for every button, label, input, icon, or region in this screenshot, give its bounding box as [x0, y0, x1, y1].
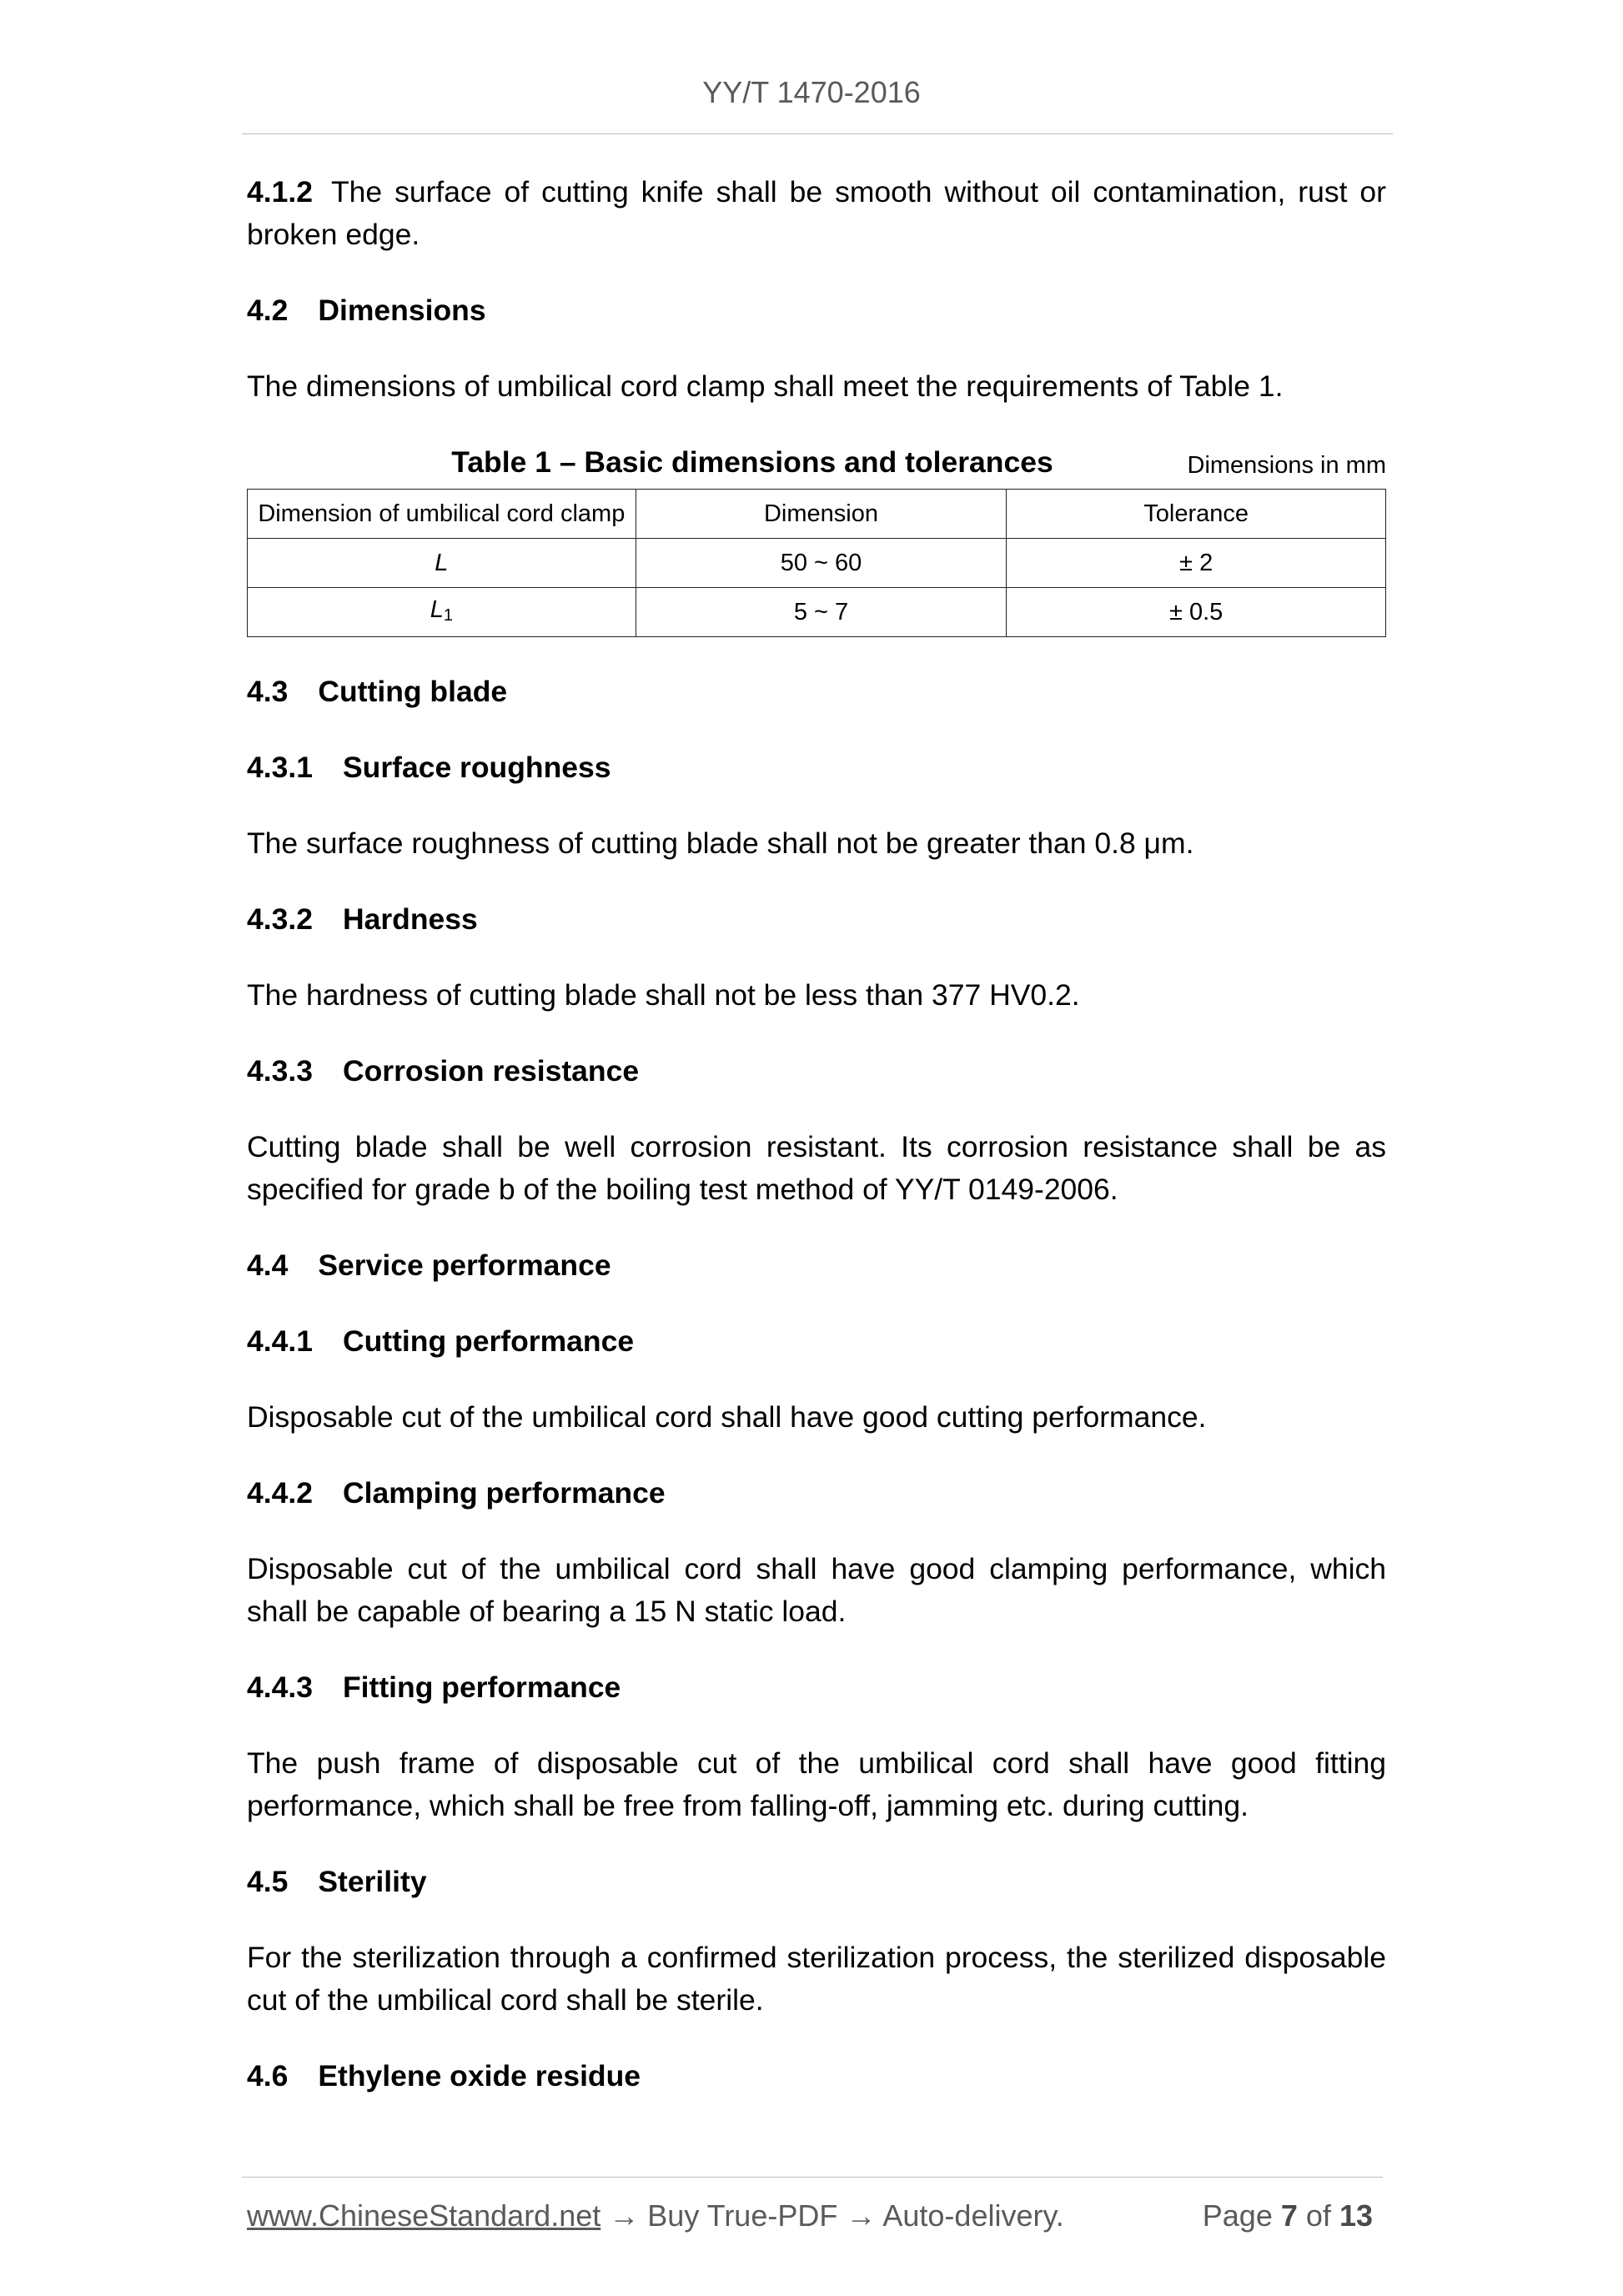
- section-number: 4.3: [247, 675, 289, 708]
- section-title: Ethylene oxide residue: [318, 2059, 641, 2093]
- table-cell-tolerance: ± 0.5: [1007, 588, 1386, 637]
- section-number: 4.3.2: [247, 902, 313, 936]
- section-4-6-heading: [247, 2055, 1386, 2098]
- section-title: Corrosion resistance: [342, 1054, 640, 1088]
- page-number: Page 7 of 13: [1202, 2198, 1373, 2233]
- table-header-row: [248, 490, 1386, 539]
- section-title: Dimensions: [318, 294, 486, 327]
- table-cell-symbol: $L_1$: [248, 588, 636, 637]
- section-4-2-heading: [247, 289, 1386, 332]
- section-number: 4.4: [247, 1248, 289, 1282]
- section-4-3-3-heading: [247, 1050, 1386, 1093]
- section-4-3-2-text: The hardness of cutting blade shall not be less than 377 HV0.2.: [247, 978, 1080, 1012]
- section-4-2-text: The dimensions of umbilical cord clamp shall meet the requirements of Table 1.: [247, 369, 1284, 403]
- section-4-4-3-heading: [247, 1666, 1386, 1709]
- section-title: Hardness: [342, 902, 478, 936]
- section-4-4-3-text: The push frame of disposable cut of the umbilical cord shall have good fitting performance, which shall be free from falling-off, jamming etc. during cutting.: [247, 1746, 1386, 1822]
- page-header: YY/T 1470-2016: [702, 75, 921, 109]
- arrow-icon: →: [846, 2198, 877, 2233]
- section-title: Service performance: [318, 1248, 611, 1282]
- section-4-4-2-text: Disposable cut of the umbilical cord shall have good clamping performance, which shall be capable of bearing a 15 N static load.: [247, 1552, 1386, 1628]
- site-link[interactable]: www.ChineseStandard.net: [247, 2198, 601, 2233]
- footer-divider: [242, 2177, 1383, 2178]
- buy-text: Buy True-PDF: [647, 2198, 838, 2233]
- table-cell-tolerance: ± 2: [1007, 539, 1386, 588]
- section-number: 4.4.2: [247, 1476, 313, 1510]
- section-4-5-heading: [247, 1861, 1386, 1903]
- section-title: Cutting performance: [342, 1324, 635, 1358]
- table-header-cell: Tolerance: [1007, 490, 1386, 539]
- section-title: Sterility: [318, 1865, 427, 1898]
- dimensions-table: [247, 489, 1386, 637]
- section-4-3-1-heading: [247, 746, 1386, 789]
- section-number: 4.6: [247, 2059, 289, 2093]
- section-number: 4.5: [247, 1865, 289, 1898]
- document-body: [247, 171, 1386, 2131]
- section-4-4-heading: [247, 1244, 1386, 1287]
- section-4-3-heading: [247, 671, 1386, 713]
- section-number: 4.4.3: [247, 1671, 313, 1704]
- section-4-3-2-heading: [247, 898, 1386, 941]
- section-number: 4.2: [247, 294, 289, 327]
- section-number: 4.3.1: [247, 751, 313, 784]
- delivery-text: Auto-delivery.: [882, 2198, 1064, 2233]
- table-title: Table 1 – Basic dimensions and tolerances: [451, 445, 1053, 479]
- table-header-cell: Dimension: [636, 490, 1007, 539]
- table-row: [248, 539, 1386, 588]
- section-4-5-text: For the sterilization through a confirmed sterilization process, the sterilized disposable cut of the umbilical cord shall be sterile.: [247, 1941, 1386, 2017]
- table-cell-symbol: L: [248, 539, 636, 588]
- section-number: 4.3.3: [247, 1054, 313, 1088]
- clause-number: 4.1.2: [247, 175, 313, 208]
- clause-4-1-2: [247, 171, 1386, 256]
- section-4-3-1-text: The surface roughness of cutting blade shall not be greater than 0.8 μm.: [247, 826, 1194, 860]
- table-cell-dimension: 5 ~ 7: [636, 588, 1007, 637]
- section-title: Clamping performance: [342, 1476, 666, 1510]
- table-row: [248, 588, 1386, 637]
- table-header-cell: Dimension of umbilical cord clamp: [248, 490, 636, 539]
- section-number: 4.4.1: [247, 1324, 313, 1358]
- table-units: Dimensions in mm: [1187, 452, 1386, 479]
- section-title: Surface roughness: [342, 751, 611, 784]
- table-cell-dimension: 50 ~ 60: [636, 539, 1007, 588]
- table-caption: [247, 441, 1386, 484]
- header-divider: [242, 133, 1393, 134]
- section-title: Cutting blade: [318, 675, 508, 708]
- section-4-4-1-text: Disposable cut of the umbilical cord shall have good cutting performance.: [247, 1400, 1207, 1434]
- section-4-4-1-heading: [247, 1320, 1386, 1363]
- clause-text: The surface of cutting knife shall be smooth without oil contamination, rust or broken edge.: [247, 175, 1386, 251]
- arrow-icon: →: [609, 2198, 640, 2233]
- section-4-3-3-text: Cutting blade shall be well corrosion resistant. Its corrosion resistance shall be as specified for grade b of the boiling test method of YY/T 0149-2006.: [247, 1130, 1386, 1206]
- section-title: Fitting performance: [342, 1671, 621, 1704]
- section-4-4-2-heading: [247, 1472, 1386, 1515]
